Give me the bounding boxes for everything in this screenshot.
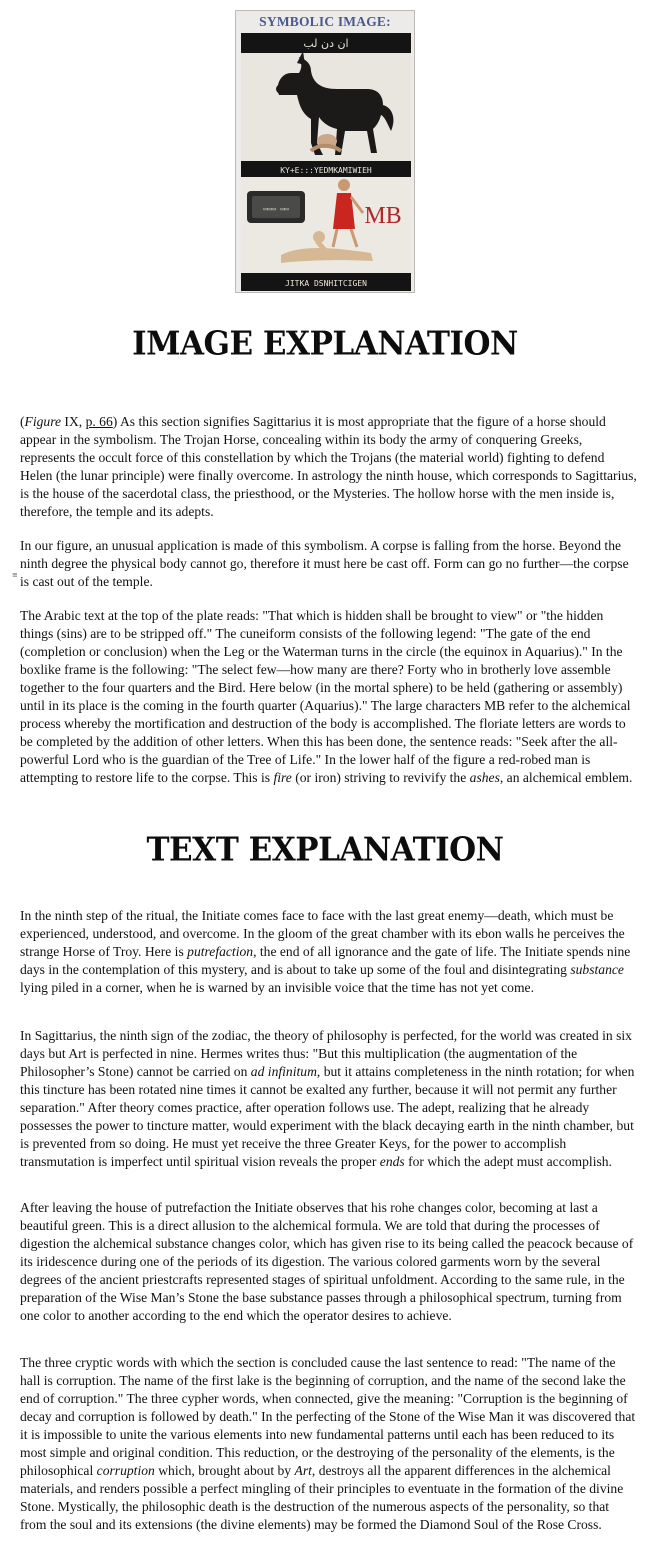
- margin-marker: ≡: [12, 571, 18, 579]
- bottom-text: JITKA DSNHITCIGEN: [285, 279, 367, 288]
- substance-word: substance: [570, 962, 624, 977]
- plate-caption: SYMBOLIC IMAGE:: [259, 14, 391, 29]
- text-paragraph-1-text-b: , the end of all ignorance and the gate of life. The Initiate spends nine days in the contemplation of this mystery, and is about to take up some of the foul and disintegrating: [20, 944, 631, 977]
- image-paragraph-1: (Figure IX, p. 66) As this section signifies Sagittarius it is most appropriate that the figure of a horse should appear in the symbolism. The Trojan Horse, concealing within its body the army of conquering Greeks, represents the occult force of this constellation by which the Trojans (the material world) fighting to defend Helen (the lunar principle) were finally overcome. In astrology the ninth house, which corresponds to Sagittarius, is the house of the sacerdotal class, the priesthood, or the Mysteries. The hollow horse with the men inside is, therefore, the temple and its adepts.: [20, 414, 637, 519]
- text-paragraph-1-text-a: In the ninth step of the ritual, the Initiate comes face to face with the last great enemy—death, which must be experienced, understood, and overcome. In the gloom of the great chamber with its ebon walls he perceives the strange Horse of Troy. Here is: [20, 908, 625, 959]
- text-paragraph-4-text-c: , destroys all the apparent differences in the alchemical materials, and renders possible a perfect mingling of their principles to eventuate in the formation of the divine Stone. Mystically, the philosophic death is the destruction of the numerous aspects of the personality, so that from the soul and its extensions (the divine elements) may be formed the Diamond Soul of the Rose Cross.: [20, 1463, 624, 1532]
- figure-word: Figure: [24, 414, 62, 429]
- text-paragraph-2-text-c: for which the adept must accomplish.: [404, 1154, 612, 1169]
- box-text: ▭▭▭ ▭▭: [263, 205, 289, 213]
- ends-word: ends: [379, 1154, 405, 1169]
- image-paragraph-1-text: ) As this section signifies Sagittarius it is most appropriate that the figure of a horse should appear in the symbolism. The Trojan Horse, concealing within its body the army of conquering Greeks, represents the occult force of this constellation by which the Trojans (the material world) fighting to defend Helen (the lunar principle) were finally overcome. In astrology the ninth house, which corresponds to Sagittarius, is the house of the sacerdotal class, the priesthood, or the Mysteries. The hollow horse with the men inside is, therefore, the temple and its adepts.: [20, 414, 637, 519]
- text-paragraph-4-text-b: which, brought about by: [154, 1463, 295, 1478]
- ad-infinitum-phrase: ad infinitum: [250, 1064, 317, 1079]
- putrefaction-word: putrefaction: [187, 944, 254, 959]
- image-paragraph-3-text-a: The Arabic text at the top of the plate reads: "That which is hidden shall be brought to view" or "the hidden things (sins) are to be stripped off." The cuneiform consists of the following legend: "The gate of the end (completion or conclusion) when the Leg or the Waterman turns in the circle (the equinox in Aquarius)." In the boxlike frame is the following: "The select few—how many are there? Forty who in brotherly love assemble together to the four quarters and the Bird. Here below (in the mortal sphere) to be held (gathering or assembly) until in its place is the coming in the fourth quarter (Aquarius)." The large characters MB refer to the alchemical process whereby the mortification and destruction of the body is accomplished. The floriate letters are words to be completed by the addition of other letters. When this has been done, the sentence reads: "Seek after the all-powerful Lord who is the guardian of the Tree of Life." In the lower half of the figure a red-robed man is attempting to restore life to the corpse. This is: [20, 608, 631, 785]
- plate-illustration: [241, 33, 411, 291]
- text-paragraph-4: [20, 1354, 638, 1534]
- text-explanation-heading: TEXT EXPLANATION: [146, 831, 504, 869]
- image-paragraph-2: In our figure, an unusual application is made of this symbolism. A corpse is falling from the horse. Beyond the ninth degree the physical body cannot go, therefore it must here be cast off. Form can go no further—the corpse is cast out of the temple.: [20, 538, 629, 589]
- image-paragraph-3: [20, 607, 638, 787]
- text-paragraph-2: [20, 1027, 638, 1171]
- text-paragraph-3: After leaving the house of putrefaction the Initiate observes that his rohe changes color, becoming at last a beautiful green. This is a direct allusion to the alchemical formula. We are told that during the processes of digestion the alchemical substance changes color, which has given rise to its being called the peacock because of its iridescence during one of the periods of its digestion. The various colored garments worn by the several degrees of the ancient priestcrafts represented stages of spiritual unfoldment. According to the same rule, in the preparation of the Wise Man’s Stone the base substance passes through a philosophical spectrum, turning from one color to another according to the end which the operator desires to achieve.: [20, 1200, 634, 1323]
- image-paragraph-3-text-c: , an alchemical emblem.: [499, 770, 633, 785]
- mb-letters: MB: [364, 203, 402, 229]
- figure-number: IX,: [61, 414, 86, 429]
- page-reference-link[interactable]: p. 66: [85, 414, 113, 429]
- text-paragraph-4-text-a: The three cryptic words with which the section is concluded cause the last sentence to read: "The name of the hall is corruption. The name of the first lake is the beginning of corruption, and the name of the second lake the end of corruption." The three cypher words, when connected, give the meaning: "Corruption is the beginning of decay and corruption is followed by death." In the perfecting of the Stone of the Wise Man it was discovered that it is impossible to unite the various elements into new fundamental patterns until each has been reduced to its most simple and original condition. This reduction, or the destroying of the personality of the elements, is the philosophical: [20, 1355, 636, 1478]
- symbolic-image-plate: [235, 10, 415, 293]
- cuneiform-text: KY+E:::YEDMKAMIWIEH: [280, 166, 372, 175]
- corruption-word: corruption: [96, 1463, 155, 1478]
- ashes-word: ashes: [469, 770, 500, 785]
- text-paragraph-2-text-a: In Sagittarius, the ninth sign of the zodiac, the theory of philosophy is perfected, for the world was created in six days but Art is perfected in nine. Hermes writes thus: "But this multiplication (the augmentation of the Philosopher’s Stone) cannot be carried on: [20, 1028, 632, 1079]
- art-word: Art: [294, 1463, 312, 1478]
- text-paragraph-1-text-c: lying piled in a corner, when he is warned by an invisible voice that the time has not yet come.: [20, 980, 534, 995]
- text-paragraph-1: [20, 907, 638, 997]
- text-paragraph-2-text-b: , but it attains completeness in the ninth rotation; for when this tincture has been rotated nine times it cannot be exalted any further, because it will not permit any further separation." After theory comes practice, after operation follows use. The adept, realizing that he already possesses the power to tincture matter, would experiment with the black decaying earth in the ninth chamber, but is prevented from so doing. He must yet receive the three Greater Keys, for the power to accomplish transmutation is imperfect until spiritual vision reveals the proper: [20, 1064, 635, 1169]
- image-explanation-heading: IMAGE EXPLANATION: [132, 325, 518, 363]
- fire-word: fire: [273, 770, 292, 785]
- image-paragraph-3-text-b: (or iron) striving to revivify the: [291, 770, 470, 785]
- arabic-text: ان دن لب: [303, 37, 349, 50]
